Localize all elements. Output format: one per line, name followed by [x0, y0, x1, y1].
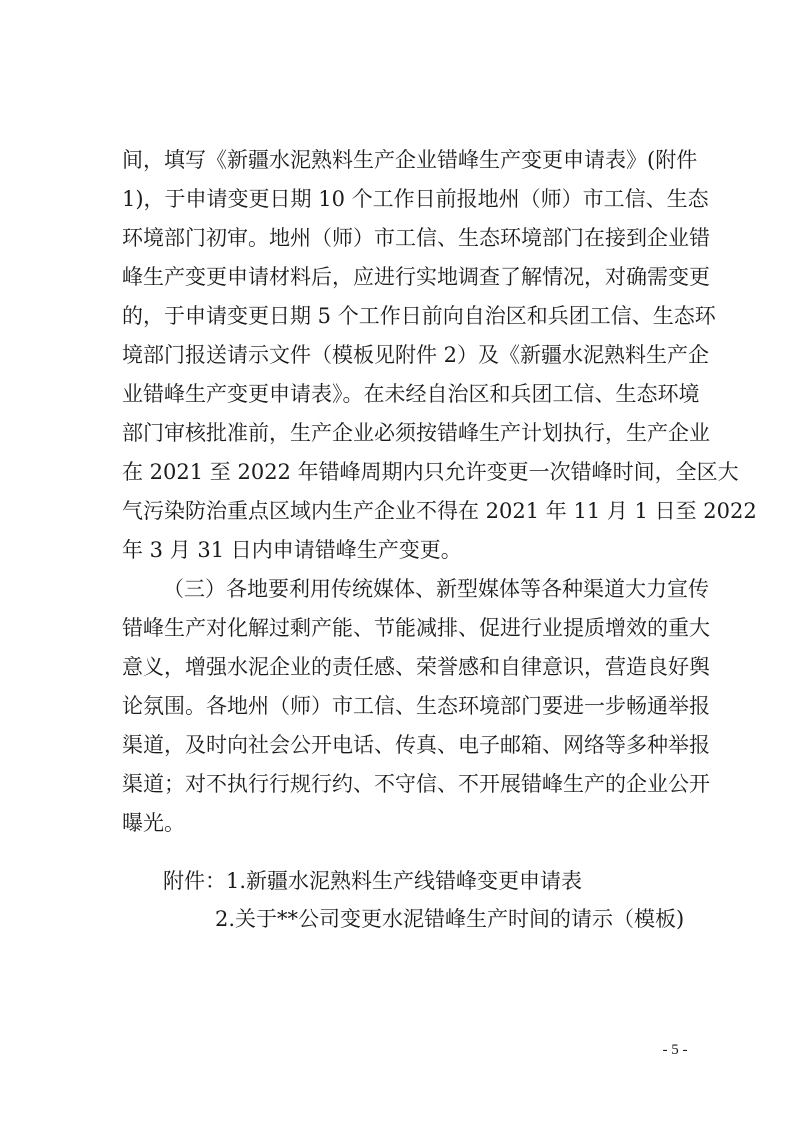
attachment-line	[0, 862, 793, 900]
page-number: - 5 -	[662, 1042, 688, 1058]
text-line	[0, 336, 793, 374]
text-line-content: 渠道；对不执行行规行约、不守信、不开展错峰生产的企业公开	[122, 772, 710, 796]
text-line	[0, 297, 793, 335]
text-line-content: 1)，于申请变更日期 10 个工作日前报地州（师）市工信、生态	[122, 187, 709, 211]
attachment-line	[0, 900, 793, 938]
text-line-content: 部门审核批准前，生产企业必须按错峰生产计划执行，生产企业	[122, 421, 710, 445]
text-line	[0, 531, 793, 569]
text-line-content: 境部门报送请示文件（模板见附件 2）及《新疆水泥熟料生产企	[122, 343, 710, 367]
attachment-2: 2.关于**公司变更水泥错峰生产时间的请示（模板)	[215, 907, 685, 931]
text-line	[0, 804, 793, 842]
text-line-content: 在 2021 至 2022 年错峰周期内只允许变更一次错峰时间，全区大	[122, 460, 739, 484]
text-line-content: 业错峰生产变更申请表》。在未经自治区和兵团工信、生态环境	[122, 382, 700, 406]
text-line-content: 年 3 月 31 日内申请错峰生产变更。	[122, 538, 462, 562]
text-line	[0, 453, 793, 491]
text-line	[0, 219, 793, 257]
text-line	[0, 258, 793, 296]
text-line-content: 的，于申请变更日期 5 个工作日前向自治区和兵团工信、生态环	[122, 304, 716, 328]
text-line	[0, 180, 793, 218]
text-line	[0, 648, 793, 686]
text-line-content: （三）各地要利用传统媒体、新型媒体等各种渠道大力宣传	[163, 577, 709, 601]
text-line-content: 渠道，及时向社会公开电话、传真、电子邮箱、网络等多种举报	[122, 733, 710, 757]
text-line-content: 论氛围。各地州（师）市工信、生态环境部门要进一步畅通举报	[122, 694, 710, 718]
text-line-content: 峰生产变更申请材料后，应进行实地调查了解情况，对确需变更	[122, 265, 710, 289]
text-line	[0, 609, 793, 647]
attachment-1: 附件：1.新疆水泥熟料生产线错峰变更申请表	[163, 869, 583, 893]
text-line	[0, 141, 793, 179]
text-line-content: 气污染防治重点区域内生产企业不得在 2021 年 11 月 1 日至 2022	[122, 499, 757, 523]
text-line-content: 意义，增强水泥企业的责任感、荣誉感和自律意识，营造良好舆	[122, 655, 710, 679]
text-line	[0, 414, 793, 452]
text-line	[0, 726, 793, 764]
text-line	[0, 492, 793, 530]
text-line	[0, 375, 793, 413]
text-line	[0, 570, 793, 608]
text-line	[0, 765, 793, 803]
text-line-content: 曝光。	[122, 811, 185, 835]
text-line	[0, 687, 793, 725]
text-line-content: 环境部门初审。地州（师）市工信、生态环境部门在接到企业错	[122, 226, 710, 250]
text-line-content: 错峰生产对化解过剩产能、节能减排、促进行业提质增效的重大	[122, 616, 710, 640]
text-line-content: 间，填写《新疆水泥熟料生产企业错峰生产变更申请表》(附件	[122, 148, 698, 172]
